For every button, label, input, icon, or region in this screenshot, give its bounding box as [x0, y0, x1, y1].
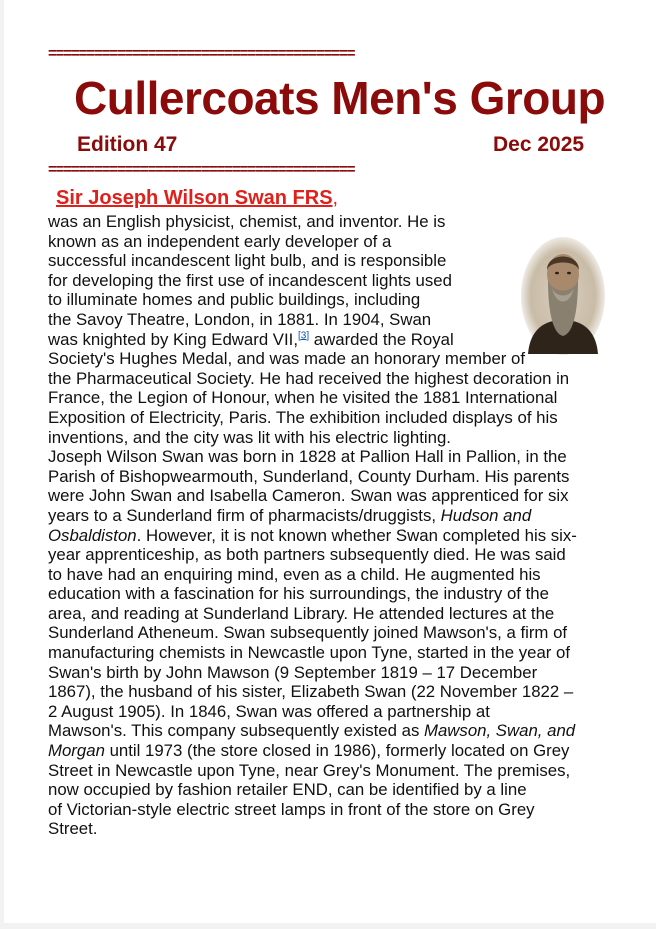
body-line: [48, 526, 633, 546]
top-divider-rule: ========================================: [48, 46, 355, 61]
italic-firm-name: Osbaldiston: [48, 525, 137, 545]
bottom-divider-rule: ========================================: [48, 162, 355, 177]
body-text-fragment: until 1973 (the store closed in 1986), formerly located on Grey: [104, 741, 570, 761]
body-text-fragment: Mawson's. This company subsequently existed as: [48, 721, 424, 741]
body-line: to have had an enquiring mind, even as a child. He augmented his: [48, 564, 541, 584]
article-heading-link[interactable]: Sir Joseph Wilson Swan FRS: [56, 187, 333, 209]
body-line: to illuminate homes and public buildings, including: [48, 290, 421, 310]
body-line: Street.: [48, 819, 98, 839]
body-line: the Pharmaceutical Society. He had received the highest decoration in: [48, 368, 570, 388]
body-line: Joseph Wilson Swan was born in 1828 at Pallion Hall in Pallion, in the: [48, 447, 567, 467]
body-line: Society's Hughes Medal, and was made an honorary member of: [48, 349, 526, 369]
body-line: [48, 721, 633, 741]
body-text-fragment: years to a Sunderland firm of pharmacists/druggists,: [48, 505, 441, 525]
body-line: France, the Legion of Honour, when he visited the 1881 International: [48, 388, 558, 408]
body-line: for developing the first use of incandescent lights used: [48, 270, 452, 290]
article-heading: [56, 186, 338, 210]
body-line: known as an independent early developer of a: [48, 231, 392, 251]
body-line: Parish of Bishopwearmouth, Sunderland, County Durham. His parents: [48, 466, 570, 486]
body-line: manufacturing chemists in Newcastle upon Tyne, started in the year of: [48, 643, 571, 663]
body-line: Sunderland Atheneum. Swan subsequently joined Mawson's, a firm of: [48, 623, 568, 643]
body-line: [48, 506, 633, 526]
italic-company-name: Morgan: [48, 741, 105, 761]
body-line: 2 August 1905). In 1846, Swan was offered a partnership at: [48, 701, 490, 721]
body-text-fragment: . However, it is not known whether Swan completed his six-: [136, 525, 577, 545]
body-line: Swan's birth by John Mawson (9 September 1819 – 17 December: [48, 662, 538, 682]
body-text-fragment: awarded the Royal: [309, 329, 454, 349]
italic-firm-name: Hudson and: [440, 505, 532, 525]
edition-date: Dec 2025: [493, 133, 585, 156]
body-line: [48, 741, 633, 761]
body-line: 1867), the husband of his sister, Elizabeth Swan (22 November 1822 –: [48, 682, 574, 702]
body-text-fragment: was knighted by King Edward VII,: [48, 329, 298, 349]
body-line: year apprenticeship, as both partners subsequently died. He was said: [48, 545, 566, 565]
body-line: was an English physicist, chemist, and inventor. He is: [48, 212, 446, 231]
newsletter-title: Cullercoats Men's Group: [74, 72, 606, 124]
body-line: inventions, and the city was lit with his electric lighting.: [48, 427, 451, 447]
citation-link[interactable]: [3]: [298, 329, 310, 341]
edition-number: Edition 47: [77, 133, 178, 156]
italic-company-name: Mawson, Swan, and: [424, 721, 576, 741]
body-line: of Victorian-style electric street lamps in front of the store on Grey: [48, 799, 535, 819]
article-heading-suffix: ,: [332, 187, 339, 209]
body-line: successful incandescent light bulb, and is responsible: [48, 251, 447, 271]
article-body: [48, 212, 633, 839]
body-line: Exposition of Electricity, Paris. The exhibition included displays of his: [48, 407, 558, 427]
body-line: were John Swan and Isabella Cameron. Swan was apprenticed for six: [48, 486, 569, 506]
page-edge-left: [0, 0, 4, 929]
body-line: the Savoy Theatre, London, in 1881. In 1904, Swan: [48, 309, 432, 329]
body-line: area, and reading at Sunderland Library. He attended lectures at the: [48, 603, 555, 623]
body-line: Street in Newcastle upon Tyne, near Grey's Monument. The premises,: [48, 760, 571, 780]
body-line: now occupied by fashion retailer END, can be identified by a line: [48, 780, 527, 800]
page-edge-bottom: [0, 923, 656, 929]
body-line: education with a fascination for his surroundings, the industry of the: [48, 584, 549, 604]
body-line-with-citation: [48, 330, 633, 350]
